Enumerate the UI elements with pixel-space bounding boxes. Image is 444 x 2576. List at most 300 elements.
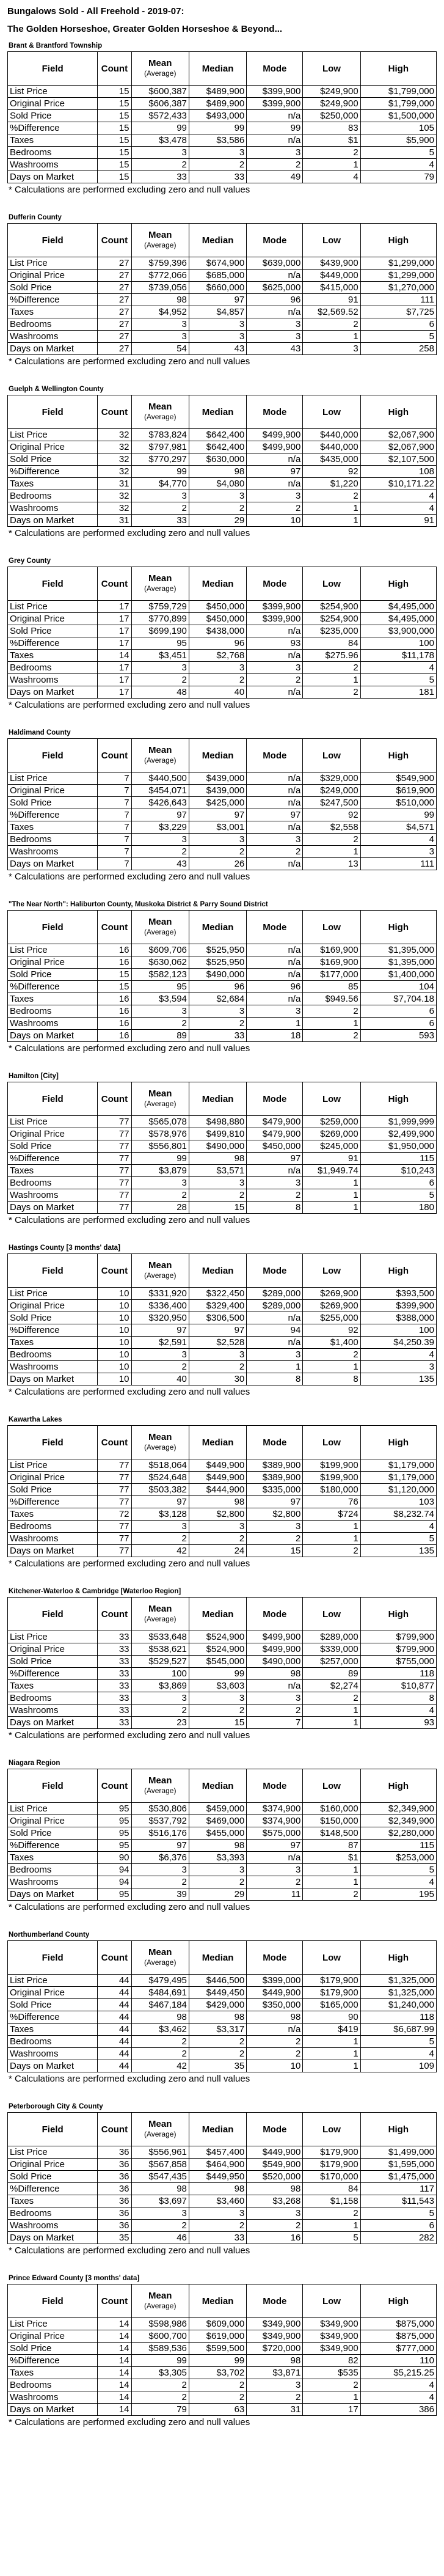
table-cell: $875,000 bbox=[360, 2318, 436, 2330]
table-row bbox=[8, 1018, 437, 1030]
table-cell: 98 bbox=[189, 1840, 246, 1852]
column-header bbox=[189, 2113, 246, 2146]
column-header bbox=[98, 911, 131, 944]
table-cell: $1,395,000 bbox=[360, 956, 436, 969]
table-cell: 1 bbox=[303, 1704, 360, 1717]
column-header-label: Mean bbox=[148, 1947, 172, 1958]
table-cell: 2 bbox=[247, 1704, 303, 1717]
table-cell: 4 bbox=[360, 502, 436, 515]
table-row bbox=[8, 331, 437, 343]
row-label: Days on Market bbox=[8, 1373, 98, 1385]
column-header bbox=[189, 1254, 246, 1288]
table-cell: $235,000 bbox=[303, 625, 360, 637]
table-cell: $724 bbox=[303, 1508, 360, 1521]
table-cell: $148,500 bbox=[303, 1827, 360, 1840]
column-header bbox=[98, 1082, 131, 1116]
column-header-label: Count bbox=[101, 2295, 128, 2306]
region-title: Brant & Brantford Township bbox=[9, 42, 103, 50]
column-header-label: Count bbox=[101, 63, 128, 74]
table-cell: 16 bbox=[98, 1018, 131, 1030]
stats-table bbox=[7, 1082, 437, 1214]
table-cell: 15 bbox=[98, 159, 131, 171]
table-cell: 2 bbox=[189, 2036, 246, 2048]
table-cell: 135 bbox=[360, 1373, 436, 1385]
column-header bbox=[189, 1598, 246, 1631]
table-cell: 100 bbox=[360, 637, 436, 650]
table-cell: 105 bbox=[360, 122, 436, 134]
table-cell: 2 bbox=[189, 2379, 246, 2391]
column-header-label: Mean bbox=[148, 1775, 172, 1786]
table-cell: $2,349,900 bbox=[360, 1815, 436, 1827]
table-cell: 8 bbox=[247, 1373, 303, 1385]
table-cell: 2 bbox=[189, 159, 246, 171]
table-cell: 593 bbox=[360, 1030, 436, 1042]
table-cell: $2,528 bbox=[189, 1337, 246, 1349]
table-cell: $250,000 bbox=[303, 110, 360, 122]
table-cell: $254,900 bbox=[303, 613, 360, 625]
table-cell: $320,950 bbox=[131, 1312, 189, 1324]
table-cell: 3 bbox=[247, 318, 303, 331]
table-row bbox=[8, 147, 437, 159]
table-cell: 1 bbox=[303, 515, 360, 527]
table-cell: $2,684 bbox=[189, 993, 246, 1005]
table-cell: 6 bbox=[360, 1005, 436, 1018]
table-cell: $179,900 bbox=[303, 2159, 360, 2171]
table-cell: $499,900 bbox=[247, 429, 303, 441]
row-label: Bedrooms bbox=[8, 2036, 98, 2048]
table-cell: $582,123 bbox=[131, 969, 189, 981]
region-section bbox=[7, 212, 437, 384]
table-cell: $537,792 bbox=[131, 1815, 189, 1827]
column-header-label: Mean bbox=[148, 1260, 172, 1271]
table-cell: 16 bbox=[98, 1030, 131, 1042]
table-cell: 2 bbox=[131, 1533, 189, 1545]
table-row bbox=[8, 662, 437, 674]
table-cell: $440,500 bbox=[131, 772, 189, 785]
row-label: Days on Market bbox=[8, 343, 98, 355]
table-cell: $1 bbox=[303, 134, 360, 147]
column-header bbox=[247, 911, 303, 944]
column-header bbox=[247, 224, 303, 257]
table-cell: $524,648 bbox=[131, 1472, 189, 1484]
table-cell: 98 bbox=[189, 1496, 246, 1508]
table-cell: 109 bbox=[360, 2060, 436, 2072]
row-label: Washrooms bbox=[8, 2391, 98, 2404]
table-cell: 5 bbox=[360, 1189, 436, 1202]
row-label: Washrooms bbox=[8, 1533, 98, 1545]
row-label: %Difference bbox=[8, 122, 98, 134]
table-cell: $440,000 bbox=[303, 429, 360, 441]
table-cell: 2 bbox=[131, 1018, 189, 1030]
row-label: Sold Price bbox=[8, 2343, 98, 2355]
table-cell: n/a bbox=[247, 478, 303, 490]
table-cell: 4 bbox=[360, 834, 436, 846]
calculation-note: * Calculations are performed excluding zero and null values bbox=[9, 1558, 250, 1569]
table-cell: $770,899 bbox=[131, 613, 189, 625]
table-cell: 16 bbox=[98, 1005, 131, 1018]
table-row bbox=[8, 1349, 437, 1361]
table-cell: 97 bbox=[131, 1496, 189, 1508]
table-cell: $429,000 bbox=[189, 1999, 246, 2011]
region-title: Guelph & Wellington County bbox=[9, 386, 104, 393]
table-cell: $4,080 bbox=[189, 478, 246, 490]
region-section bbox=[7, 2101, 437, 2273]
table-cell: 3 bbox=[189, 331, 246, 343]
table-cell: n/a bbox=[247, 821, 303, 834]
table-cell: $5,900 bbox=[360, 134, 436, 147]
table-row bbox=[8, 1312, 437, 1324]
table-row bbox=[8, 2355, 437, 2367]
column-header-label: Count bbox=[101, 922, 128, 933]
table-cell: $1,120,000 bbox=[360, 1484, 436, 1496]
table-cell: $609,000 bbox=[189, 2318, 246, 2330]
header-row bbox=[8, 224, 437, 257]
table-cell: 17 bbox=[98, 625, 131, 637]
table-cell: 7 bbox=[98, 858, 131, 870]
column-header bbox=[98, 1598, 131, 1631]
calculation-note: * Calculations are performed excluding zero and null values bbox=[9, 1387, 250, 1397]
column-header-label: Count bbox=[101, 1265, 128, 1276]
table-cell: 35 bbox=[98, 2232, 131, 2244]
table-cell: 15 bbox=[98, 969, 131, 981]
row-label: Bedrooms bbox=[8, 1692, 98, 1704]
table-row bbox=[8, 858, 437, 870]
table-cell: $446,500 bbox=[189, 1975, 246, 1987]
region-section bbox=[7, 2273, 437, 2445]
table-cell: 15 bbox=[98, 122, 131, 134]
table-cell: 3 bbox=[360, 1361, 436, 1373]
table-row bbox=[8, 2159, 437, 2171]
row-label: Sold Price bbox=[8, 1656, 98, 1668]
table-cell: $349,900 bbox=[303, 2343, 360, 2355]
table-cell: $2,067,900 bbox=[360, 441, 436, 453]
table-row bbox=[8, 956, 437, 969]
table-cell: 2 bbox=[247, 1533, 303, 1545]
column-header bbox=[247, 1082, 303, 1116]
table-cell: 115 bbox=[360, 1153, 436, 1165]
column-header bbox=[98, 567, 131, 601]
table-cell: $331,920 bbox=[131, 1288, 189, 1300]
table-cell: 15 bbox=[98, 98, 131, 110]
row-label: Bedrooms bbox=[8, 1005, 98, 1018]
column-header-label: Mode bbox=[263, 750, 287, 761]
table-cell: 99 bbox=[131, 2355, 189, 2367]
table-cell: $2,800 bbox=[247, 1508, 303, 1521]
table-cell: 46 bbox=[131, 2232, 189, 2244]
table-cell: 10 bbox=[98, 1361, 131, 1373]
table-cell: 83 bbox=[303, 122, 360, 134]
table-row bbox=[8, 429, 437, 441]
column-header bbox=[8, 567, 98, 601]
header-row bbox=[8, 2113, 437, 2146]
row-label: Taxes bbox=[8, 1680, 98, 1692]
column-header bbox=[189, 1082, 246, 1116]
table-cell: 77 bbox=[98, 1472, 131, 1484]
stats-table bbox=[7, 395, 437, 527]
table-cell: 2 bbox=[303, 1545, 360, 1557]
table-cell: $4,250.39 bbox=[360, 1337, 436, 1349]
table-cell: 44 bbox=[98, 1987, 131, 1999]
column-header-sublabel: (Average) bbox=[144, 928, 177, 936]
table-row bbox=[8, 466, 437, 478]
row-label: Taxes bbox=[8, 134, 98, 147]
table-row bbox=[8, 674, 437, 686]
table-cell: 36 bbox=[98, 2171, 131, 2183]
table-cell: 10 bbox=[98, 1337, 131, 1349]
table-cell: 1 bbox=[303, 1361, 360, 1373]
table-cell: $349,900 bbox=[247, 2318, 303, 2330]
row-label: Original Price bbox=[8, 1300, 98, 1312]
region-section bbox=[7, 384, 437, 556]
column-header bbox=[98, 1769, 131, 1803]
row-label: Washrooms bbox=[8, 1361, 98, 1373]
column-header bbox=[98, 2113, 131, 2146]
column-header-label: Low bbox=[322, 1609, 341, 1620]
table-cell: 10 bbox=[247, 515, 303, 527]
table-cell: 28 bbox=[131, 1202, 189, 1214]
table-cell: 6 bbox=[360, 318, 436, 331]
table-cell: $1,400,000 bbox=[360, 969, 436, 981]
column-header bbox=[98, 52, 131, 86]
row-label: List Price bbox=[8, 1288, 98, 1300]
table-row bbox=[8, 785, 437, 797]
table-cell: $1,270,000 bbox=[360, 282, 436, 294]
table-cell: 99 bbox=[131, 466, 189, 478]
column-header bbox=[189, 395, 246, 429]
column-header-label: Median bbox=[202, 406, 234, 417]
table-cell: $498,880 bbox=[189, 1116, 246, 1128]
column-header-sublabel: (Average) bbox=[144, 2130, 177, 2138]
table-cell: 96 bbox=[247, 294, 303, 306]
column-header-label: High bbox=[388, 922, 409, 933]
table-cell: 98 bbox=[189, 2183, 246, 2195]
column-header-label: Low bbox=[322, 578, 341, 589]
table-cell: 33 bbox=[98, 1717, 131, 1729]
column-header bbox=[189, 52, 246, 86]
table-cell: $503,382 bbox=[131, 1484, 189, 1496]
column-header-label: Count bbox=[101, 750, 128, 761]
column-header-label: Field bbox=[42, 406, 64, 417]
table-cell: $493,000 bbox=[189, 110, 246, 122]
table-cell: $7,704.18 bbox=[360, 993, 436, 1005]
row-label: Days on Market bbox=[8, 1888, 98, 1901]
row-label: Original Price bbox=[8, 98, 98, 110]
row-label: Taxes bbox=[8, 650, 98, 662]
table-cell: 3 bbox=[303, 343, 360, 355]
table-cell: $619,900 bbox=[360, 785, 436, 797]
table-row bbox=[8, 821, 437, 834]
table-cell: 2 bbox=[303, 1005, 360, 1018]
table-cell: 1 bbox=[303, 2391, 360, 2404]
table-cell: 32 bbox=[98, 466, 131, 478]
table-cell: $556,961 bbox=[131, 2146, 189, 2159]
header-row bbox=[8, 52, 437, 86]
table-row bbox=[8, 110, 437, 122]
table-cell: 103 bbox=[360, 1496, 436, 1508]
table-cell: 3 bbox=[131, 490, 189, 502]
table-cell: $499,900 bbox=[247, 1631, 303, 1643]
table-row bbox=[8, 490, 437, 502]
table-cell: 33 bbox=[98, 1692, 131, 1704]
table-cell: 2 bbox=[131, 1876, 189, 1888]
region-title: Peterborough City & County bbox=[9, 2103, 103, 2110]
table-cell: 97 bbox=[131, 1840, 189, 1852]
table-cell: $269,900 bbox=[303, 1288, 360, 1300]
column-header bbox=[98, 224, 131, 257]
column-header-label: Field bbox=[42, 922, 64, 933]
table-cell: 6 bbox=[360, 2220, 436, 2232]
column-header-label: High bbox=[388, 1780, 409, 1791]
table-cell: 14 bbox=[98, 2330, 131, 2343]
table-cell: 15 bbox=[98, 171, 131, 183]
column-header-label: Field bbox=[42, 63, 64, 74]
table-row bbox=[8, 1373, 437, 1385]
table-cell: $449,950 bbox=[189, 2171, 246, 2183]
table-cell: $1,179,000 bbox=[360, 1459, 436, 1472]
column-header bbox=[131, 1941, 189, 1975]
table-cell: $1,395,000 bbox=[360, 944, 436, 956]
table-cell: $6,687.99 bbox=[360, 2024, 436, 2036]
column-header bbox=[247, 2113, 303, 2146]
row-label: List Price bbox=[8, 257, 98, 270]
region-title: "The Near North": Haliburton County, Muskoka District & Parry Sound District bbox=[9, 901, 268, 908]
column-header-label: Median bbox=[202, 578, 234, 589]
table-row bbox=[8, 2379, 437, 2391]
table-cell: $545,000 bbox=[189, 1656, 246, 1668]
row-label: Washrooms bbox=[8, 1018, 98, 1030]
table-cell: $389,900 bbox=[247, 1472, 303, 1484]
table-row bbox=[8, 2011, 437, 2024]
table-cell: $4,952 bbox=[131, 306, 189, 318]
table-cell: 3 bbox=[131, 1864, 189, 1876]
table-cell: $1,220 bbox=[303, 478, 360, 490]
column-header-sublabel: (Average) bbox=[144, 1271, 177, 1280]
column-header bbox=[303, 911, 360, 944]
table-row bbox=[8, 686, 437, 699]
column-header bbox=[8, 1769, 98, 1803]
table-cell: $1,158 bbox=[303, 2195, 360, 2207]
table-cell: n/a bbox=[247, 686, 303, 699]
table-cell: 1 bbox=[303, 331, 360, 343]
row-label: Days on Market bbox=[8, 1202, 98, 1214]
table-cell: $1,299,000 bbox=[360, 257, 436, 270]
stats-table bbox=[7, 51, 437, 183]
table-cell: $489,900 bbox=[189, 98, 246, 110]
table-row bbox=[8, 613, 437, 625]
column-header-sublabel: (Average) bbox=[144, 756, 177, 765]
table-cell: 10 bbox=[98, 1349, 131, 1361]
column-header bbox=[360, 1941, 436, 1975]
table-cell: 31 bbox=[247, 2404, 303, 2416]
table-cell: $599,500 bbox=[189, 2343, 246, 2355]
table-cell: n/a bbox=[247, 993, 303, 1005]
table-cell: $165,000 bbox=[303, 1999, 360, 2011]
table-cell: $630,062 bbox=[131, 956, 189, 969]
table-cell: 6 bbox=[360, 1018, 436, 1030]
table-cell: 2 bbox=[131, 502, 189, 515]
table-cell: $630,000 bbox=[189, 453, 246, 466]
table-cell: 77 bbox=[98, 1116, 131, 1128]
table-cell: 2 bbox=[247, 846, 303, 858]
table-cell: $1,595,000 bbox=[360, 2159, 436, 2171]
table-cell: 3 bbox=[247, 1692, 303, 1704]
table-cell: $1,499,000 bbox=[360, 2146, 436, 2159]
table-cell: 27 bbox=[98, 294, 131, 306]
table-cell: 3 bbox=[131, 1349, 189, 1361]
table-cell: $3,603 bbox=[189, 1680, 246, 1692]
column-header bbox=[303, 1769, 360, 1803]
table-cell: 258 bbox=[360, 343, 436, 355]
row-label: Taxes bbox=[8, 1852, 98, 1864]
table-cell: 118 bbox=[360, 2011, 436, 2024]
table-cell: $3,393 bbox=[189, 1852, 246, 1864]
table-cell: $257,000 bbox=[303, 1656, 360, 1668]
table-cell: 33 bbox=[98, 1643, 131, 1656]
table-row bbox=[8, 134, 437, 147]
table-cell: $247,500 bbox=[303, 797, 360, 809]
table-cell: 2 bbox=[131, 2379, 189, 2391]
row-label: List Price bbox=[8, 772, 98, 785]
table-cell: 2 bbox=[189, 2220, 246, 2232]
table-cell: 386 bbox=[360, 2404, 436, 2416]
table-cell: 2 bbox=[247, 674, 303, 686]
column-header-label: High bbox=[388, 750, 409, 761]
table-cell: $524,900 bbox=[189, 1631, 246, 1643]
table-cell: $399,900 bbox=[247, 613, 303, 625]
table-cell: $3,317 bbox=[189, 2024, 246, 2036]
column-header-label: Low bbox=[322, 1265, 341, 1276]
table-cell: 15 bbox=[189, 1202, 246, 1214]
column-header-label: Count bbox=[101, 1780, 128, 1791]
row-label: Washrooms bbox=[8, 331, 98, 343]
column-header-label: Field bbox=[42, 1265, 64, 1276]
column-header-label: Mode bbox=[263, 922, 287, 933]
table-cell: n/a bbox=[247, 625, 303, 637]
region-title: Haldimand County bbox=[9, 729, 71, 736]
table-cell: 97 bbox=[189, 809, 246, 821]
column-header bbox=[131, 739, 189, 772]
column-header-label: Median bbox=[202, 1265, 234, 1276]
table-cell: 43 bbox=[189, 343, 246, 355]
column-header-label: Low bbox=[322, 63, 341, 74]
table-cell: 36 bbox=[98, 2183, 131, 2195]
column-header bbox=[189, 567, 246, 601]
table-row bbox=[8, 846, 437, 858]
table-cell: 10 bbox=[98, 1288, 131, 1300]
table-cell: 98 bbox=[131, 2183, 189, 2195]
column-header-label: Mean bbox=[148, 917, 172, 927]
table-cell: 2 bbox=[247, 502, 303, 515]
table-cell: $516,176 bbox=[131, 1827, 189, 1840]
table-cell: 2 bbox=[303, 686, 360, 699]
row-label: Washrooms bbox=[8, 1704, 98, 1717]
table-cell: 97 bbox=[189, 1324, 246, 1337]
table-cell: 98 bbox=[247, 2355, 303, 2367]
table-cell: 14 bbox=[98, 2367, 131, 2379]
table-row bbox=[8, 1987, 437, 1999]
table-cell: $1,325,000 bbox=[360, 1987, 436, 1999]
table-cell: 99 bbox=[131, 122, 189, 134]
table-cell: 30 bbox=[189, 1373, 246, 1385]
table-cell: 3 bbox=[247, 490, 303, 502]
column-header-label: Mean bbox=[148, 402, 172, 412]
table-cell: 2 bbox=[189, 2391, 246, 2404]
table-cell: $625,000 bbox=[247, 282, 303, 294]
row-label: Original Price bbox=[8, 1987, 98, 1999]
table-cell: 1 bbox=[303, 1521, 360, 1533]
table-cell: $533,648 bbox=[131, 1631, 189, 1643]
column-header bbox=[247, 1426, 303, 1459]
